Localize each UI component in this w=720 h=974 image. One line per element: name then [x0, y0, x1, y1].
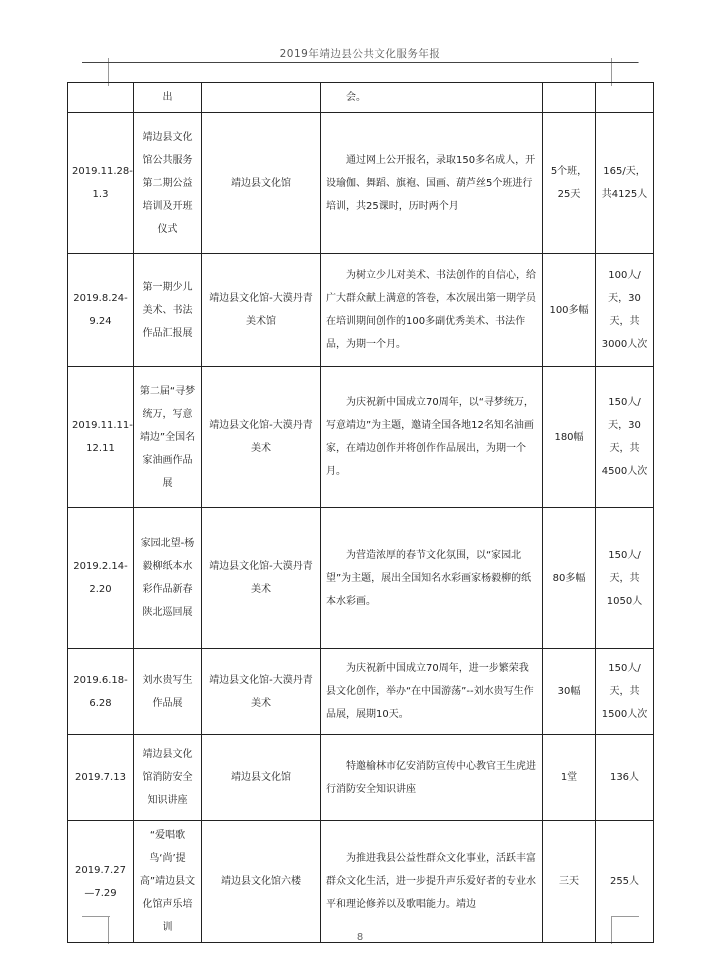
audience-cell: 150人/天，30天，共4500人次: [596, 367, 654, 508]
date-cell: 2019.11.28-1.3: [68, 113, 134, 254]
table-row: [68, 254, 654, 367]
quantity-cell: [543, 83, 596, 113]
audience-cell: 150人/天，共1500人次: [596, 649, 654, 735]
audience-cell: 165/天，共4125人: [596, 113, 654, 254]
page-header: 2019年靖边县公共文化服务年报: [279, 48, 441, 60]
venue-cell: 靖边县文化馆: [202, 113, 321, 254]
quantity-cell: 80多幅: [543, 508, 596, 649]
activity-name-cell: 第一期少儿美术、书法作品汇报展: [134, 254, 202, 367]
activity-name-cell: 靖边县文化馆消防安全知识讲座: [134, 735, 202, 821]
description-cell: 会。: [321, 83, 543, 113]
audience-cell: [596, 83, 654, 113]
audience-cell: 136人: [596, 735, 654, 821]
table-row: [68, 821, 654, 943]
date-cell: 2019.11.11-12.11: [68, 367, 134, 508]
date-cell: 2019.7.27—7.29: [68, 821, 134, 943]
description-cell: 为营造浓厚的春节文化氛围，以“家园北望”为主题，展出全国知名水彩画家杨毅柳的纸本水彩画。: [321, 508, 543, 649]
table-row: [68, 735, 654, 821]
activity-name-cell: 出: [134, 83, 202, 113]
audience-cell: 255人: [596, 821, 654, 943]
description-cell: 特邀榆林市亿安消防宣传中心教官王生虎进行消防安全知识讲座: [321, 735, 543, 821]
table-row: [68, 113, 654, 254]
table-row: [68, 83, 654, 113]
date-cell: 2019.8.24-9.24: [68, 254, 134, 367]
venue-cell: 靖边县文化馆-大漠丹青美术: [202, 649, 321, 735]
table-row: [68, 649, 654, 735]
page-number: 8: [356, 932, 364, 943]
description-cell: 为庆祝新中国成立70周年，以“寻梦统万，写意靖边”为主题，邀请全国各地12名知名油画家，在靖边创作并将创作作品展出，为期一个月。: [321, 367, 543, 508]
date-cell: 2019.2.14-2.20: [68, 508, 134, 649]
date-cell: 2019.7.13: [68, 735, 134, 821]
description-cell: 为树立少儿对美术、书法创作的自信心，给广大群众献上满意的答卷，本次展出第一期学员在培训期间创作的100多副优秀美术、书法作品，为期一个月。: [321, 254, 543, 367]
report-table: [67, 82, 654, 943]
date-cell: [68, 83, 134, 113]
table-row: [68, 508, 654, 649]
quantity-cell: 5个班，25天: [543, 113, 596, 254]
venue-cell: 靖边县文化馆-大漠丹青美术: [202, 367, 321, 508]
venue-cell: 靖边县文化馆六楼: [202, 821, 321, 943]
quantity-cell: 三天: [543, 821, 596, 943]
venue-cell: 靖边县文化馆-大漠丹青美术馆: [202, 254, 321, 367]
quantity-cell: 1堂: [543, 735, 596, 821]
table-row: [68, 367, 654, 508]
header-rule: [82, 62, 638, 63]
activity-name-cell: 家园北望-杨毅柳纸本水彩作品新春陕北巡回展: [134, 508, 202, 649]
audience-cell: 100人/天，30天，共3000人次: [596, 254, 654, 367]
venue-cell: 靖边县文化馆: [202, 735, 321, 821]
activity-name-cell: 刘水贵写生作品展: [134, 649, 202, 735]
activity-name-cell: “爱唱歌鸟‘尚’提高”靖边县文化馆声乐培训: [134, 821, 202, 943]
venue-cell: 靖边县文化馆-大漠丹青美术: [202, 508, 321, 649]
activity-name-cell: 第二届“寻梦统万，写意靖边”全国名家油画作品展: [134, 367, 202, 508]
description-cell: 通过网上公开报名，录取150多名成人，开设瑜伽、舞蹈、旗袍、国画、葫芦丝5个班进行培训，共25课时，历时两个月: [321, 113, 543, 254]
date-cell: 2019.6.18-6.28: [68, 649, 134, 735]
description-cell: 为庆祝新中国成立70周年，进一步繁荣我县文化创作，举办“在中国游荡”--刘水贵写生作品展，展期10天。: [321, 649, 543, 735]
quantity-cell: 180幅: [543, 367, 596, 508]
venue-cell: [202, 83, 321, 113]
audience-cell: 150人/天，共1050人: [596, 508, 654, 649]
description-cell: 为推进我县公益性群众文化事业，活跃丰富群众文化生活，进一步提升声乐爱好者的专业水平和理论修养以及歌唱能力。靖边: [321, 821, 543, 943]
quantity-cell: 100多幅: [543, 254, 596, 367]
quantity-cell: 30幅: [543, 649, 596, 735]
activity-name-cell: 靖边县文化馆公共服务第二期公益培训及开班仪式: [134, 113, 202, 254]
